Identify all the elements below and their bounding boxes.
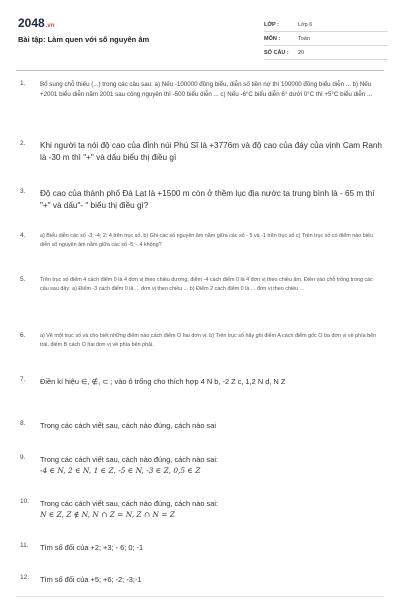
question-item (20, 276, 382, 294)
question-text: a) Biểu diễn các số -3; -4; 2; 4 trên trục số. b) Ghi các số nguyên âm nằm giữa các số - 5 và -1 trên trục số c) Trên trục số có điểm nào biểu diễn số nguyên âm nằm giữa các số -5; - 4 không? (40, 233, 373, 248)
question-item (20, 232, 382, 250)
question-text: Trong các cách viết sau, cách nào đúng, cách nào sai (40, 421, 216, 430)
question-number: 5. (20, 276, 26, 283)
question-text: Khi người ta nói độ cao của đỉnh núi Phú Sĩ là +3776m và độ cao của đáy của vịnh Cam Ranh là -30 m thì "+" và dấu biểu thị điều gì (40, 141, 382, 162)
question-number: 12. (20, 574, 30, 581)
question-text: Trên trục số điểm 4 cách điểm 0 là 4 đơn vị theo chiều dương, điểm -4 cách điểm 0 là 4 đơn vị theo chiều âm. Điền vào chỗ trống trong các câu sau đây: a) Điểm -3 cách điểm 0 là ... đơn vị theo chiều ... b) Điểm 2 cách điểm 0 là ... đơn vị theo chiều ... (40, 277, 373, 292)
question-text: Tìm số đối của +2; +3; - 6; 0; -1 (40, 543, 144, 552)
meta-value: Lớp 6 (298, 21, 313, 28)
question-number: 2. (20, 140, 26, 147)
question-number: 4. (20, 232, 26, 239)
question-item (20, 332, 382, 350)
question-number: 11. (20, 542, 29, 549)
question-item (20, 454, 382, 476)
meta-key: LỚP : (264, 21, 279, 28)
worksheet-title: Bài tập: Làm quen với số nguyên âm (18, 35, 150, 44)
question-item (20, 140, 382, 164)
question-math: N ∈ Z, Z ∉ N, N ∩ Z = N, Z ∩ N = Z (40, 510, 175, 519)
question-item (20, 420, 382, 431)
question-text: Độ cao của thành phố Đà Lạt là +1500 m còn ở thềm lục địa nước ta trung bình là - 65 m thì "+" và dấu"- " biểu thị điều gì? (40, 189, 375, 210)
worksheet-meta (264, 18, 388, 60)
footer-divider (16, 596, 384, 597)
question-item (20, 376, 382, 387)
question-number: 6. (20, 332, 26, 339)
question-text: a) Vẽ một trục số và cho biết những điểm nào cách điểm O hai đơn vị. b) Trên trục số hãy ghi điểm A cách điểm gốc O ba đơn vị về phía bên trái, điểm B cách O hai đơn vị về phía bên phải. (40, 333, 377, 348)
logo-text: 2048 (18, 16, 45, 30)
question-number: 8. (20, 420, 26, 427)
question-item (20, 498, 382, 520)
meta-key: SỐ CÂU : (264, 49, 289, 56)
question-text: Bổ sung chỗ thiếu (...) trong các câu sau: a) Nếu -100000 đồng biểu, diễn số tiền nợ thì 100000 đồng biểu diễn ... b) Nếu +2001 biểu diễn năm 2001 sau công nguyên thì -500 biểu diễn ... c) Nếu -6°C biểu diễn 6° dưới 0°C thì +5°C biểu diễn ... (40, 81, 373, 98)
meta-value: 20 (298, 49, 305, 56)
question-item (20, 188, 382, 212)
question-text: Trong các cách viết sau, cách nào đúng, cách nào sai: (40, 455, 219, 464)
question-item (20, 542, 382, 553)
question-body (40, 454, 382, 476)
meta-row-class (264, 18, 388, 32)
logo-suffix: .vn (45, 23, 55, 29)
meta-row-count (264, 46, 388, 60)
meta-key: MÔN : (264, 35, 281, 42)
question-item (20, 574, 382, 585)
question-text: Trong các cách viết sau, cách nào đúng, cách nào sai: (40, 499, 219, 508)
question-number: 9. (20, 454, 26, 461)
question-math: -4 ∈ N, 2 ∈ N, 1 ∈ Z, -5 ∈ N, -3 ∈ Z, 0,5 ∈ Z (40, 466, 201, 475)
question-number: 3. (20, 188, 26, 195)
question-text: Điền kí hiệu ∈, ∉, ⊂ ; vào ô trống cho thích hợp 4 N b, -2 Z c, 1,2 N d, N Z (40, 377, 286, 386)
site-logo[interactable] (18, 16, 54, 30)
meta-value: Toán (298, 35, 310, 42)
question-item (20, 80, 382, 100)
meta-row-subject (264, 32, 388, 46)
question-body (40, 498, 382, 520)
question-text: Tìm số đối của +5; +6; -2; -3;-1 (40, 575, 142, 584)
header-divider (16, 70, 384, 71)
question-number: 7. (20, 376, 26, 383)
worksheet-header (12, 10, 388, 70)
question-number: 1. (20, 80, 26, 87)
question-number: 10. (20, 498, 30, 505)
